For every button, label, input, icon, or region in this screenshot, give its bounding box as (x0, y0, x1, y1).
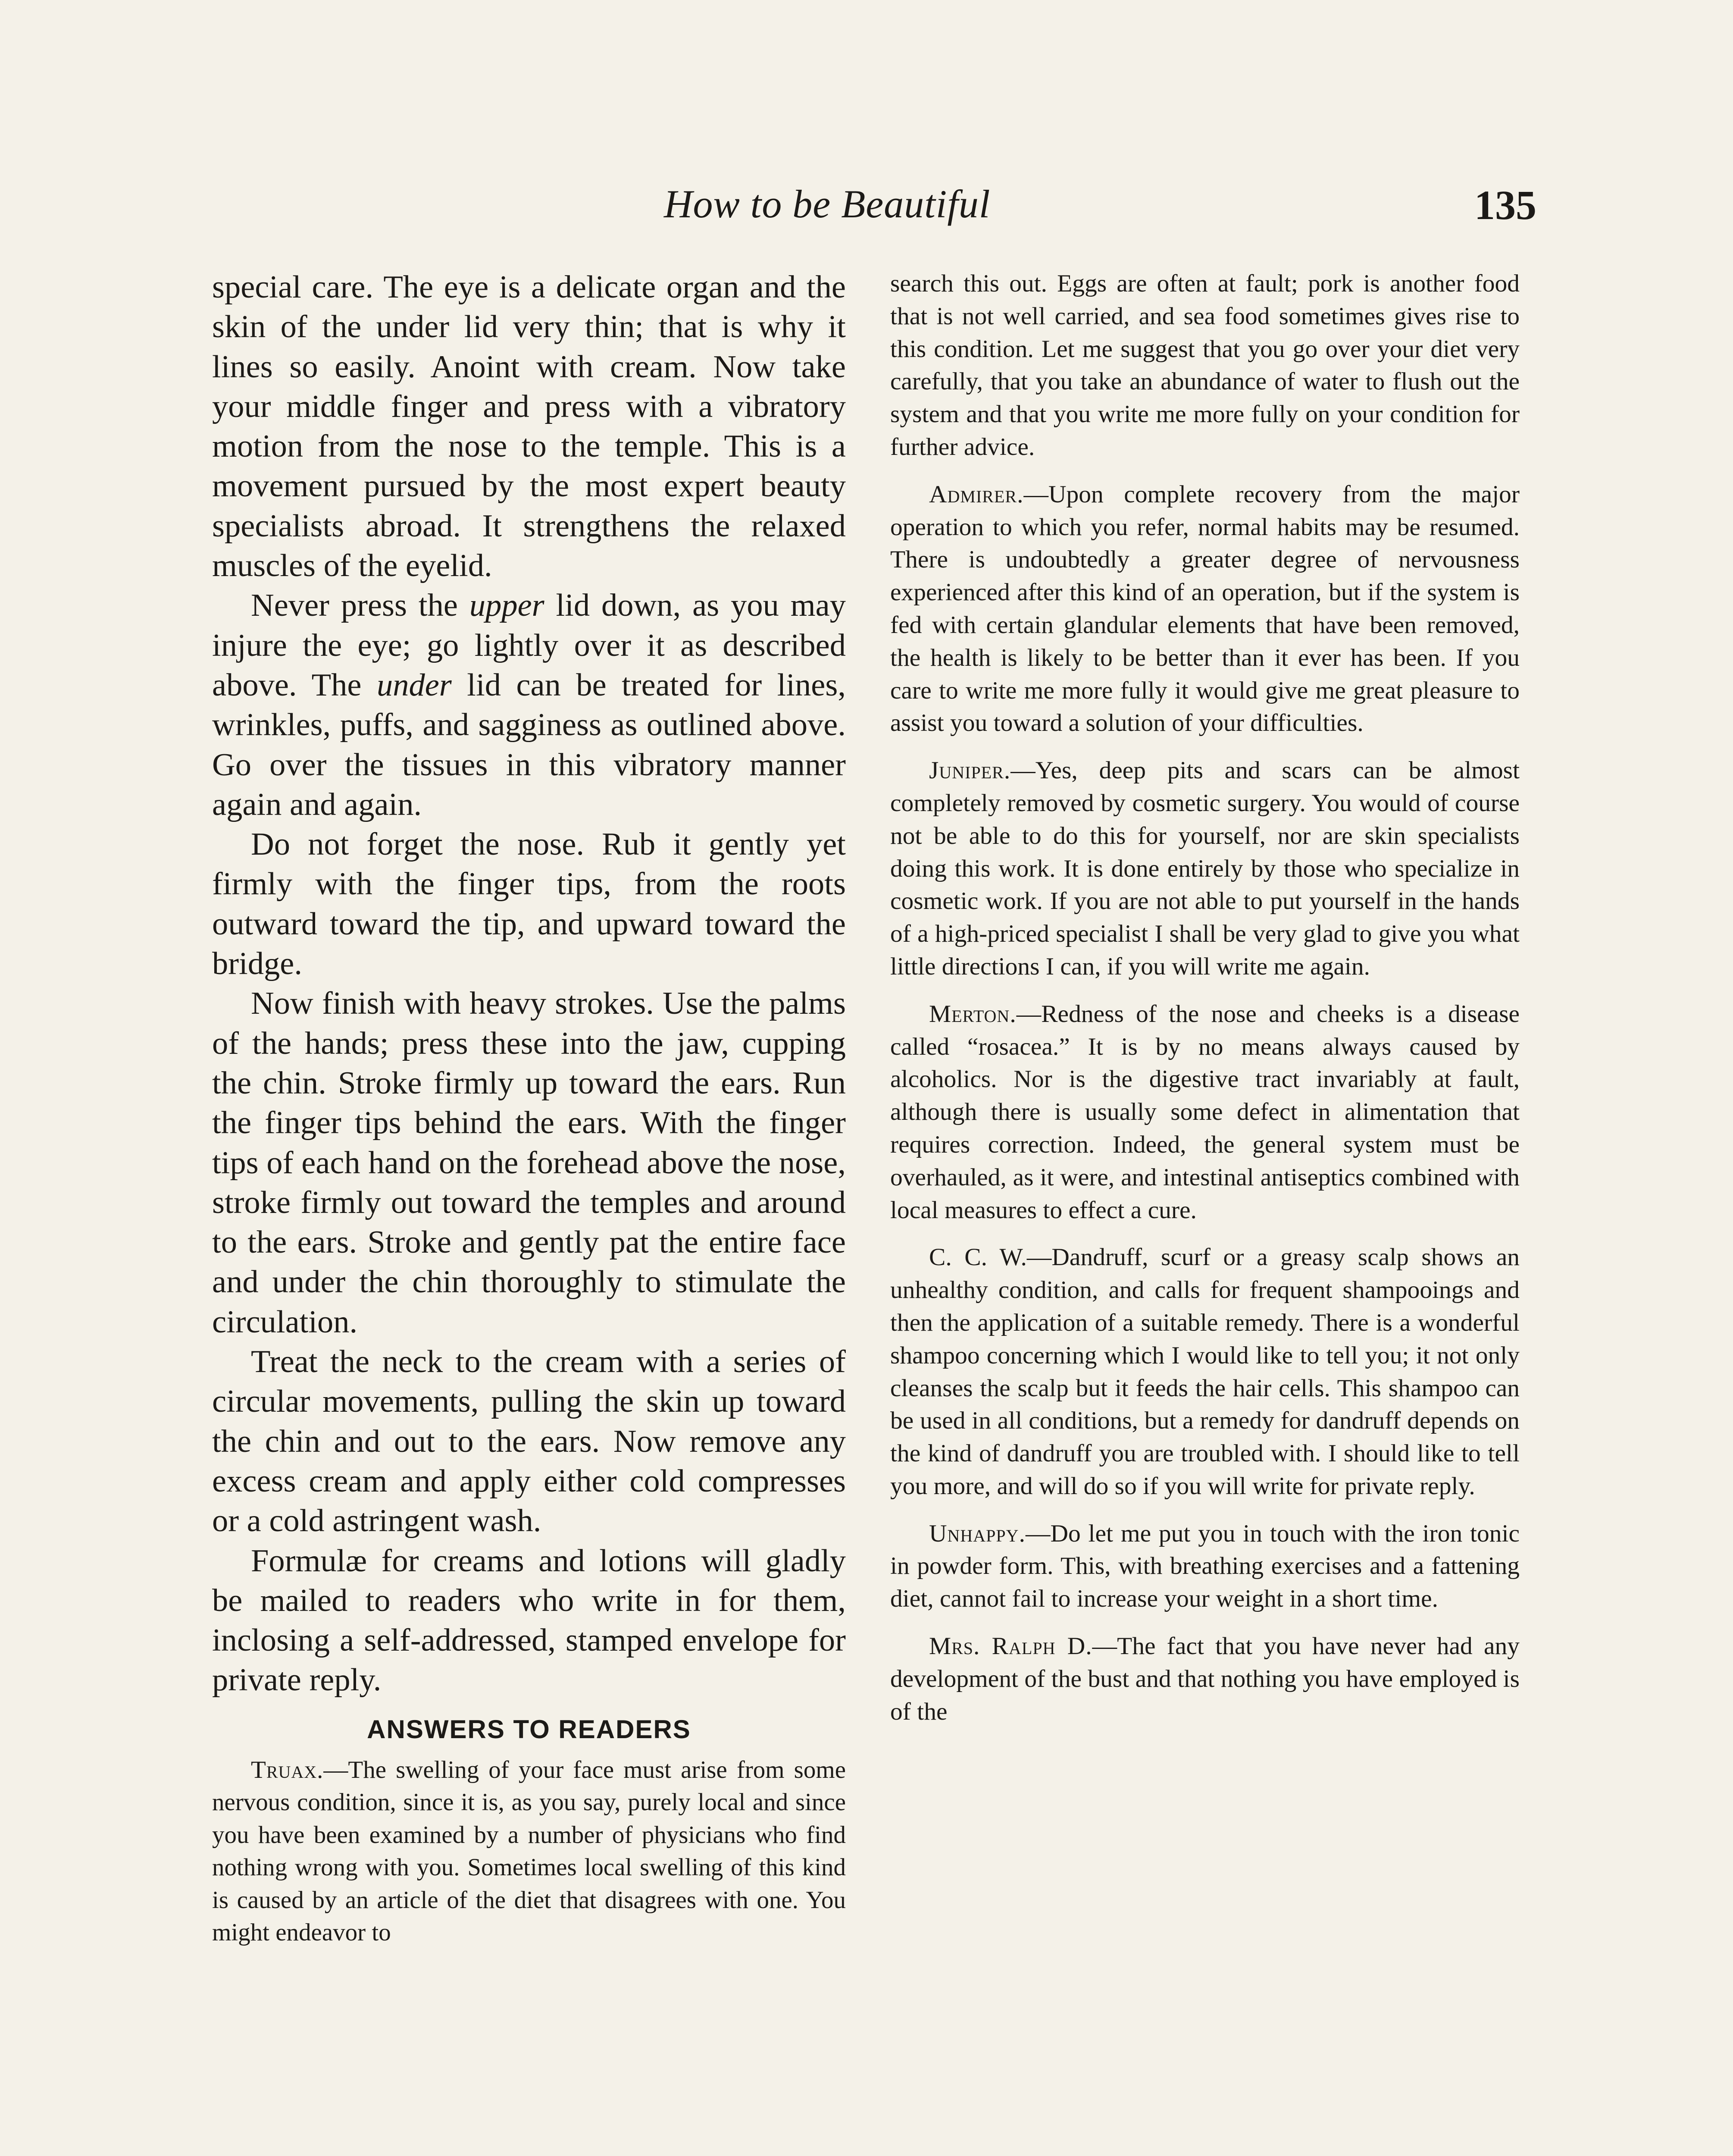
eyelid-emphasis-upper: upper (469, 588, 544, 624)
answer-truax-continued: search this out. Eggs are often at fault; pork is another food that is not well carried, and sea food sometimes gives rise to this condition. Let me suggest that you go over your diet very carefully, that you take an abundance of water to flush out the system and that you write me more fully on your condition for further advice. (890, 270, 1520, 461)
answer-text: —Yes, deep pits and scars can be almost completely removed by cosmetic surgery. You would of course not be able to do this for yourself, nor are skin specialists doing this work. It is done entirely by those who specialize in cosmetic work. If you are not able to put yourself in the hands of a high-priced specialist I shall be very glad to give you what little directions I can, if you will write me again. (890, 757, 1520, 980)
running-head-title: How to be Beautiful (664, 182, 991, 226)
reader-name: Juniper. (929, 757, 1011, 784)
reader-name: Merton. (929, 1000, 1017, 1028)
answer-text: —Upon complete recovery from the major operation to which you refer, normal habits may be resumed. There is undoubtedly a greater degree of nervousness experienced after this kind of an operation, but if the system is fed with certain glandular elements that have been removed, the health is likely to be better than it ever has been. If you care to write me more fully it would give me great pleasure to assist you toward a solution of your difficulties. (890, 480, 1520, 737)
eyelid-text-2: lid down, as you may injure the eye; go lightly over it as described above. The (212, 588, 846, 703)
answer-ccw (890, 1241, 1520, 1502)
paragraph-formulae: Formulæ for creams and lotions will gladly be mailed to readers who write in for them, inclosing a self-addressed, stamped envelope for private reply. (212, 1543, 846, 1698)
right-column (890, 267, 1520, 1728)
paragraph-eye-care: special care. The eye is a delicate organ and the skin of the under lid very thin; that is why it lines so easily. Anoint with cream. Now take your middle finger and press with a vibratory motion from the nose to the temple. This is a movement pursued by the most expert beauty specialists abroad. It strengthens the relaxed muscles of the eyelid. (212, 270, 846, 584)
answer-text: —Redness of the nose and cheeks is a disease called “rosacea.” It is by no means always caused by alcoholics. Nor is the digestive tract invariably at fault, although there is usually some defect in alimentation that requires correction. Indeed, the general system must be overhauled, as it were, and intestinal antiseptics combined with local measures to effect a cure. (890, 1000, 1520, 1224)
answer-merton (890, 998, 1520, 1227)
eyelid-text-1: Never press the (251, 588, 469, 624)
reader-name: Unhappy. (929, 1520, 1026, 1547)
paragraph-neck: Treat the neck to the cream with a series of circular movements, pulling the skin up toward the chin and out to the ears. Now remove any excess cream and apply either cold compresses or a cold astringent wash. (212, 1344, 846, 1539)
answer-truax (212, 1754, 846, 1949)
answer-text: —The fact that you have never had any development of the bust and that nothing you have employed is of the (890, 1633, 1520, 1725)
answer-admirer (890, 478, 1520, 740)
eyelid-emphasis-under: under (376, 667, 452, 703)
page-number: 135 (1474, 182, 1536, 228)
paragraph-nose: Do not forget the nose. Rub it gently yet firmly with the finger tips, from the roots outward toward the tip, and upward toward the bridge. (212, 827, 846, 982)
answer-text: —Do let me put you in touch with the iron tonic in powder form. This, with breathing exercises and a fattening diet, cannot fail to increase your weight in a short time. (890, 1520, 1520, 1613)
reader-name: Mrs. Ralph D. (929, 1633, 1092, 1660)
reader-name: C. C. W. (929, 1244, 1027, 1271)
paragraph-heavy-strokes: Now finish with heavy strokes. Use the palms of the hands; press these into the jaw, cupping the chin. Stroke firmly up toward the ears. Run the finger tips behind the ears. With the finger tips of each hand on the forehead above the nose, stroke firmly out toward the temples and around to the ears. Stroke and gently pat the entire face and under the chin thoroughly to stimulate the circulation. (212, 986, 846, 1340)
eyelid-text-3: lid can be treated for lines, wrinkles, puffs, and sagginess as outlined above. Go over the tissues in this vibratory manner again and again. (212, 667, 846, 822)
reader-name: Truax. (251, 1756, 324, 1783)
answer-mrs-ralph-d (890, 1630, 1520, 1728)
reader-name: Admirer. (929, 480, 1024, 508)
answers-heading: ANSWERS TO READERS (367, 1714, 691, 1744)
answer-text: —Dandruff, scurf or a greasy scalp shows an unhealthy condition, and calls for frequent shampooings and then the application of a suitable remedy. There is a wonderful shampoo concerning which I would like to tell you; it not only cleanses the scalp but it feeds the hair cells. This shampoo can be used in all conditions, but a remedy for dandruff depends on the kind of dandruff you are troubled with. I should like to tell you more, and will do so if you will write for private reply. (890, 1244, 1520, 1500)
answer-text: —The swelling of your face must arise from some nervous condition, since it is, as you say, purely local and since you have been examined by a number of physicians who find nothing wrong with you. Sometimes local swelling of this kind is caused by an article of the diet that disagrees with one. You might endeavor to (212, 1756, 846, 1946)
answer-unhappy (890, 1517, 1520, 1615)
paragraph-eyelid (212, 586, 846, 824)
answer-juniper (890, 754, 1520, 983)
left-column (212, 267, 846, 1949)
